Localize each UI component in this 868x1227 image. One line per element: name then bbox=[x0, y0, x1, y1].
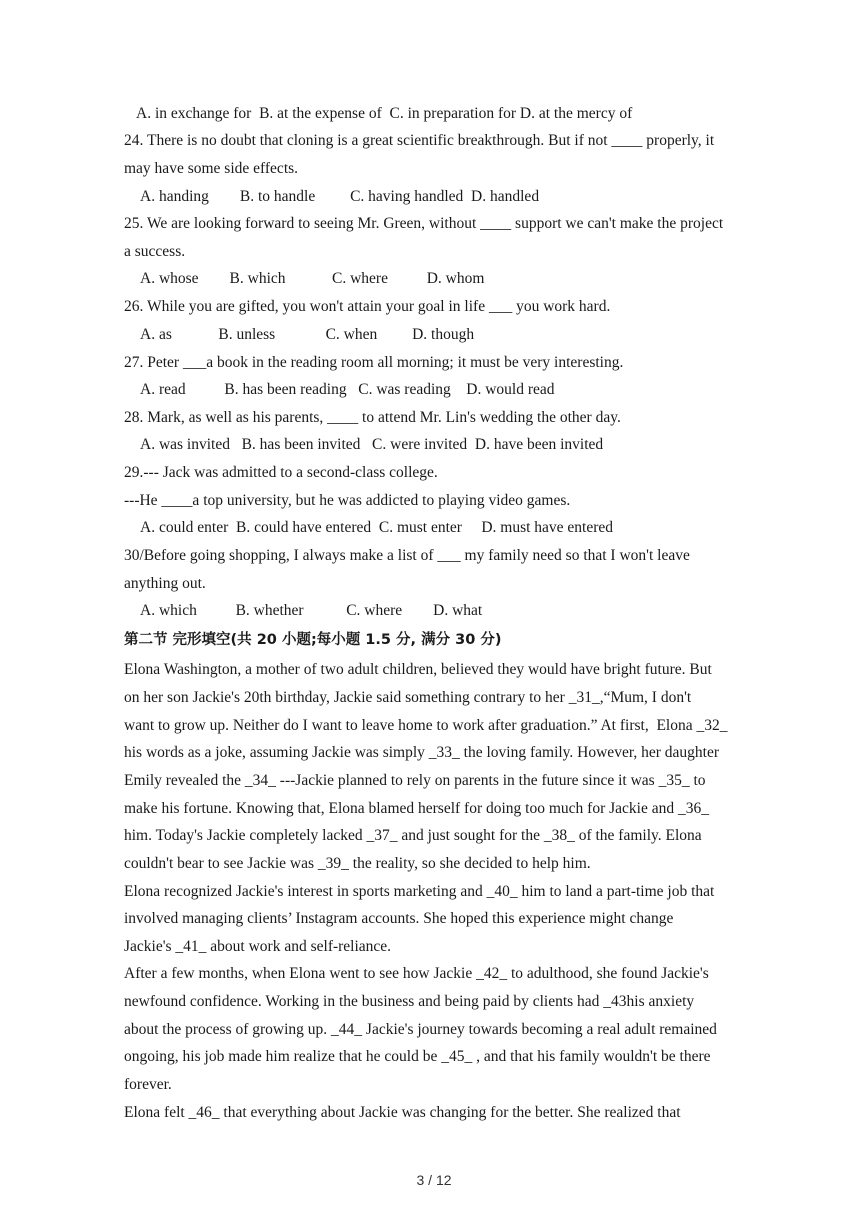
passage-line: Elona recognized Jackie's interest in sports marketing and _40_ him to land a part-time job that bbox=[124, 883, 715, 900]
q29-stem-line2: ---He ____a top university, but he was addicted to playing video games. bbox=[124, 492, 571, 509]
passage-line: him. Today's Jackie completely lacked _37_ and just sought for the _38_ of the family. Elona bbox=[124, 827, 702, 844]
passage-line: Jackie's _41_ about work and self-reliance. bbox=[124, 938, 392, 955]
passage-line: forever. bbox=[124, 1076, 172, 1093]
passage-line: want to grow up. Neither do I want to leave home to work after graduation.” At first, Elona _32_ bbox=[124, 717, 728, 734]
passage-line: newfound confidence. Working in the business and being paid by clients had _43his anxiety bbox=[124, 993, 695, 1010]
q25-stem-line2: a success. bbox=[124, 243, 186, 260]
q26-options: A. as B. unless C. when D. though bbox=[140, 326, 475, 343]
passage-line: his words as a joke, assuming Jackie was simply _33_ the loving family. However, her daughter bbox=[124, 744, 720, 761]
q25-options: A. whose B. which C. where D. whom bbox=[140, 270, 485, 287]
q27-stem: 27. Peter ___a book in the reading room all morning; it must be very interesting. bbox=[124, 354, 624, 371]
q30-stem-line2: anything out. bbox=[124, 575, 206, 592]
passage-line: After a few months, when Elona went to see how Jackie _42_ to adulthood, she found Jackie's bbox=[124, 965, 709, 982]
q29-stem-line1: 29.--- Jack was admitted to a second-class college. bbox=[124, 464, 438, 481]
q25-stem-line1: 25. We are looking forward to seeing Mr. Green, without ____ support we can't make the project bbox=[124, 215, 724, 232]
passage-line: about the process of growing up. _44_ Jackie's journey towards becoming a real adult remained bbox=[124, 1021, 717, 1038]
q23-options: A. in exchange for B. at the expense of C. in preparation for D. at the mercy of bbox=[136, 105, 633, 122]
q24-stem-line1: 24. There is no doubt that cloning is a great scientific breakthrough. But if not ____ properly, it bbox=[124, 132, 715, 149]
q26-stem: 26. While you are gifted, you won't attain your goal in life ___ you work hard. bbox=[124, 298, 611, 315]
q27-options: A. read B. has been reading C. was reading D. would read bbox=[140, 381, 555, 398]
page-number: 3 / 12 bbox=[416, 1172, 452, 1188]
passage-line: Elona felt _46_ that everything about Jackie was changing for the better. She realized that bbox=[124, 1104, 681, 1121]
section-heading: 第二节 完形填空(共 20 小题;每小题 1.5 分, 满分 30 分) bbox=[124, 632, 502, 648]
passage-line: involved managing clients’ Instagram accounts. She hoped this experience might change bbox=[124, 910, 674, 927]
q30-stem-line1: 30/Before going shopping, I always make a list of ___ my family need so that I won't leave bbox=[124, 547, 690, 564]
q29-options: A. could enter B. could have entered C. must enter D. must have entered bbox=[140, 519, 614, 536]
passage-line: make his fortune. Knowing that, Elona blamed herself for doing too much for Jackie and _36_ bbox=[124, 800, 709, 817]
q28-options: A. was invited B. has been invited C. were invited D. have been invited bbox=[140, 436, 604, 453]
passage-line: on her son Jackie's 20th birthday, Jackie said something contrary to her _31_,“Mum, I don't bbox=[124, 689, 692, 706]
q24-stem-line2: may have some side effects. bbox=[124, 160, 299, 177]
passage-line: Elona Washington, a mother of two adult children, believed they would have bright future. But bbox=[124, 661, 712, 678]
q28-stem: 28. Mark, as well as his parents, ____ to attend Mr. Lin's wedding the other day. bbox=[124, 409, 621, 426]
passage-line: couldn't bear to see Jackie was _39_ the reality, so she decided to help him. bbox=[124, 855, 591, 872]
q30-options: A. which B. whether C. where D. what bbox=[140, 602, 483, 619]
passage-line: ongoing, his job made him realize that he could be _45_ , and that his family wouldn't be there bbox=[124, 1048, 711, 1065]
q24-options: A. handing B. to handle C. having handled D. handled bbox=[140, 188, 540, 205]
passage-line: Emily revealed the _34_ ---Jackie planned to rely on parents in the future since it was _35_ to bbox=[124, 772, 706, 789]
